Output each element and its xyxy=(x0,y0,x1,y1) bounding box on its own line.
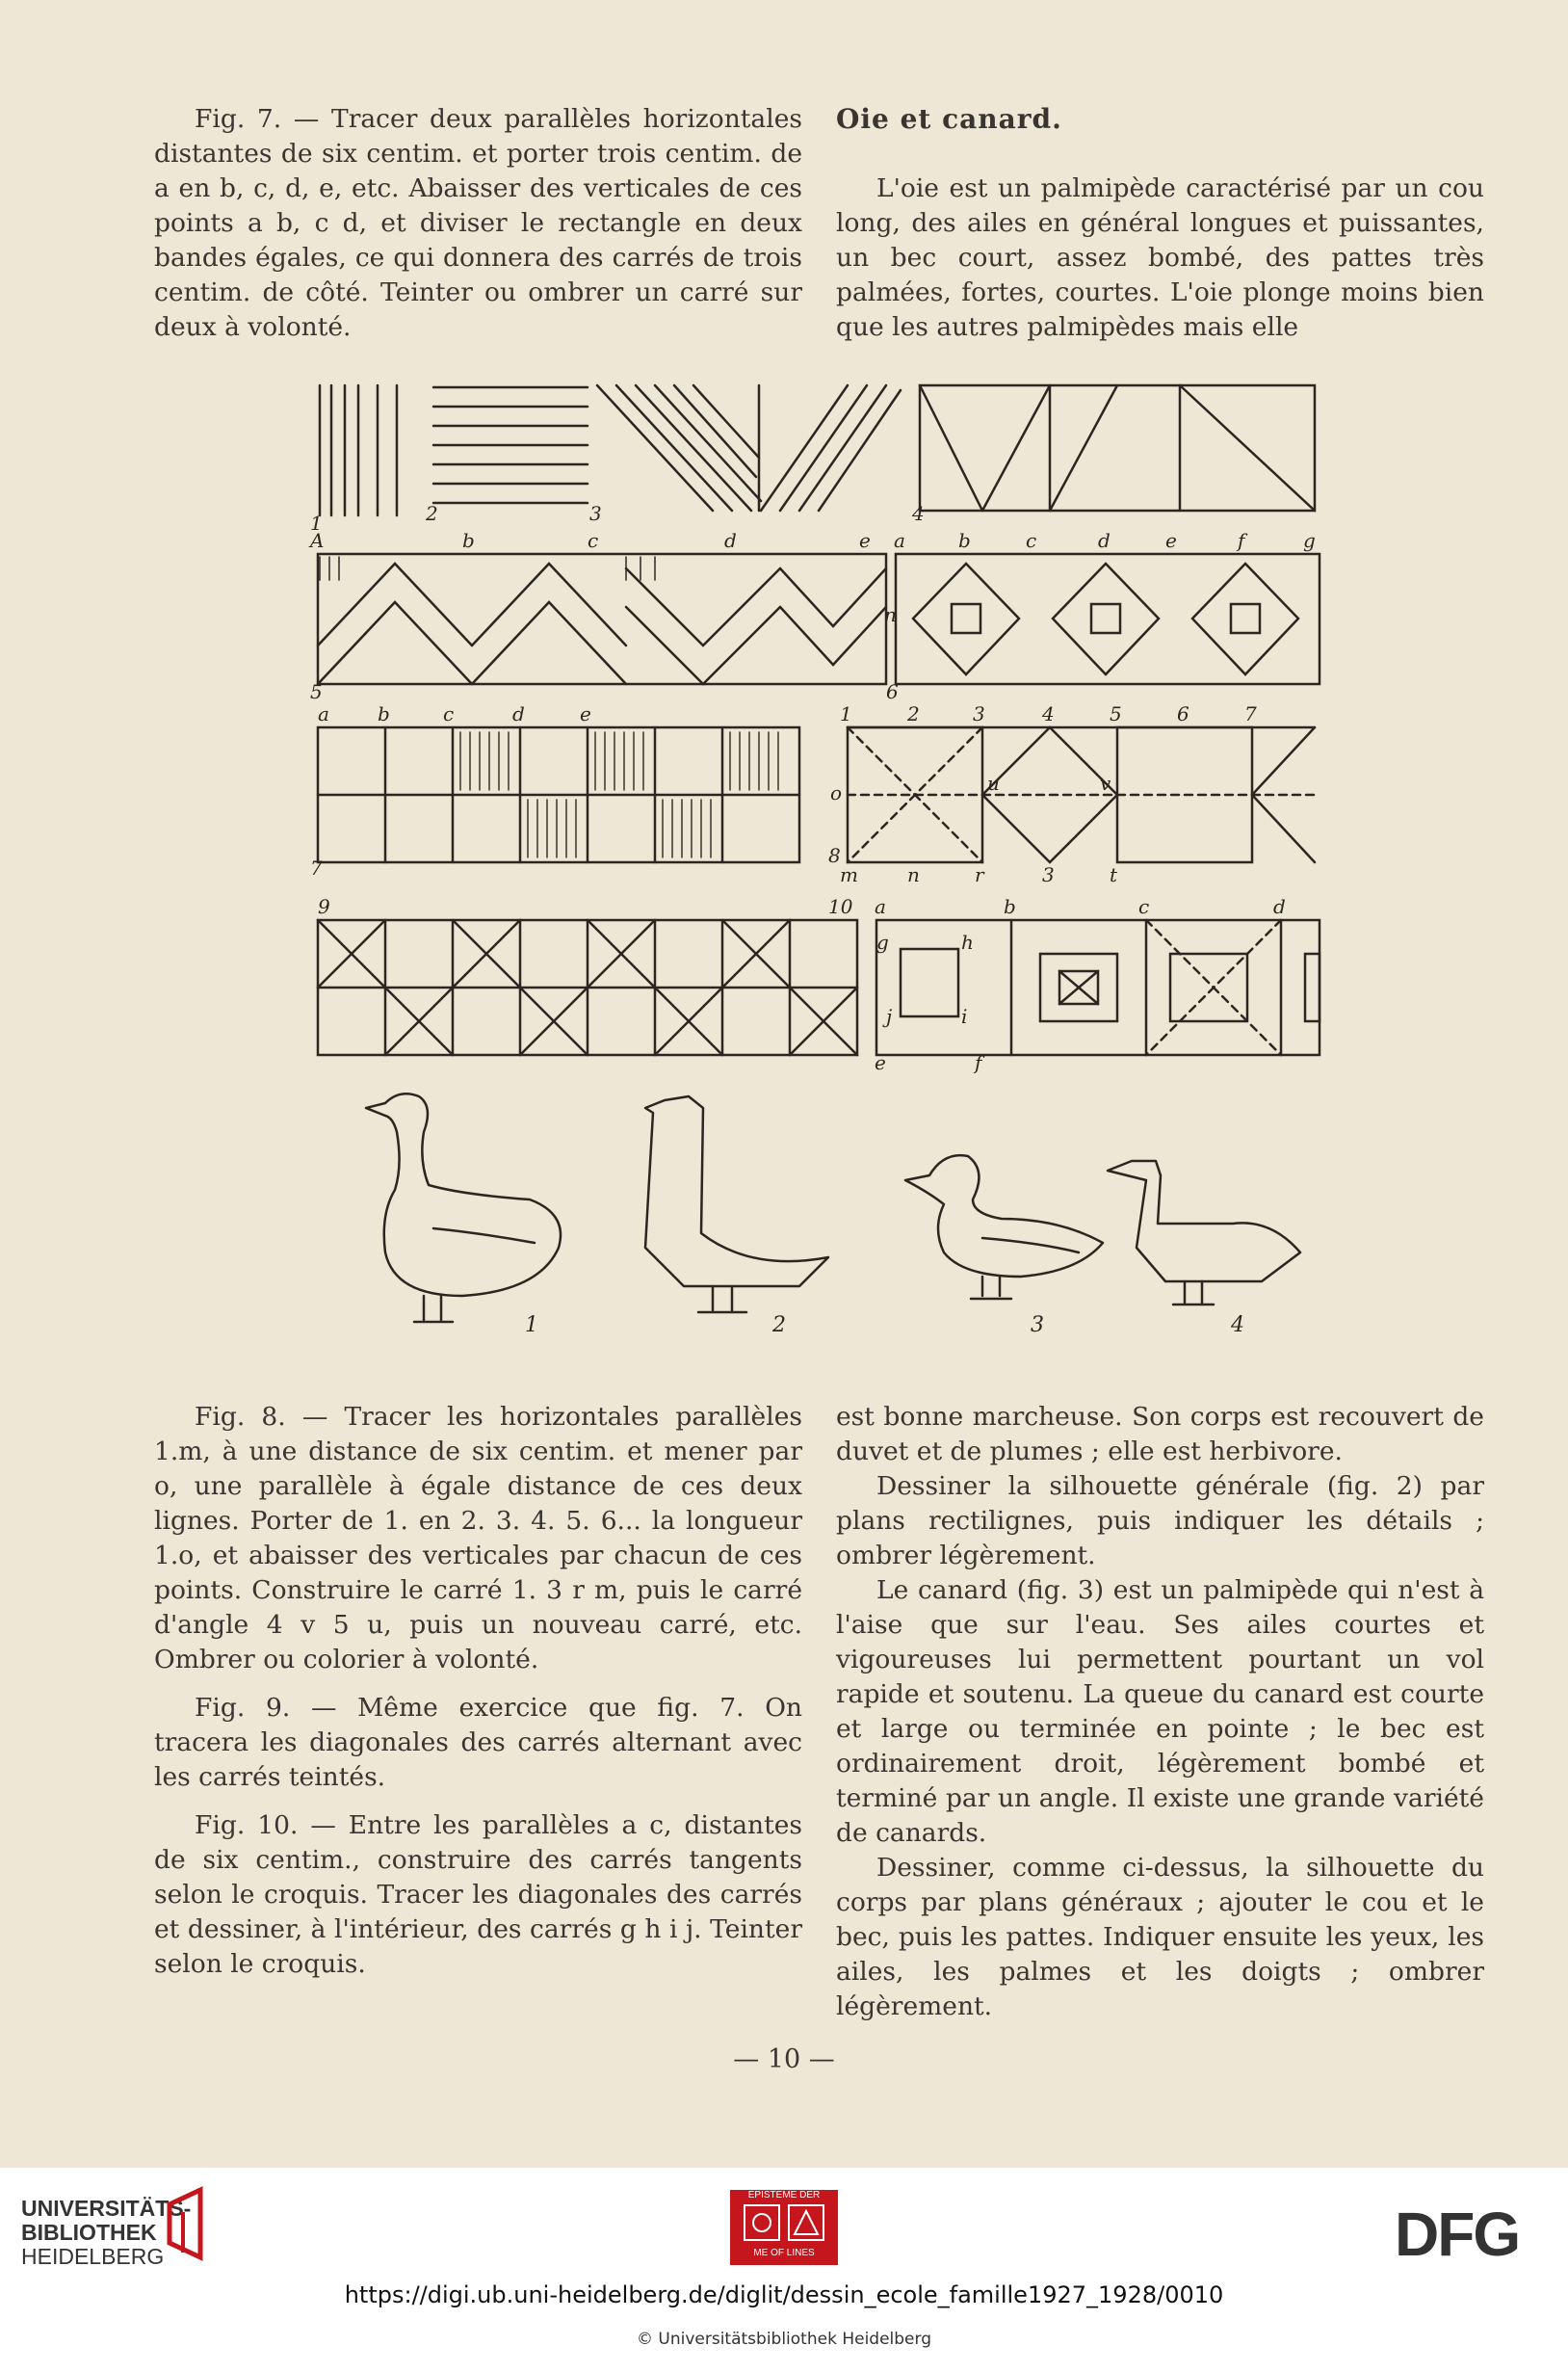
duck-silhouette xyxy=(1108,1161,1300,1337)
chevron-point-a: A xyxy=(310,529,325,552)
construction-point-n: n xyxy=(907,863,920,886)
construction-point-3: 3 xyxy=(973,702,985,725)
diamond-point-d: d xyxy=(1098,529,1111,552)
diamond-point-n: n xyxy=(884,603,897,626)
canard-paragraph: Le canard (fig. 3) est un palmipède qui n'est à l'aise que sur l'eau. Ses ailes courtes et vigoureuses lui permettent pourtant un vol rapide et soutenu. La queue du canard est courte et large ou terminée en pointe ; le bec est ordinairement droit, légèrement bombé et terminé par un angle. Il existe une grande variété de canards. xyxy=(836,1575,1484,1848)
construction-point-o: o xyxy=(830,781,843,804)
nested-point-e: e xyxy=(875,1051,886,1074)
chevron-point-c: c xyxy=(588,529,599,552)
fig9-paragraph: Fig. 9. — Même exercice que fig. 7. On tracera les diagonales des carrés alternant avec les carrés teintés. xyxy=(154,1693,802,1792)
chevron-hatching xyxy=(320,557,655,580)
library-name-line2: BIBLIOTHEK xyxy=(21,2220,157,2245)
duck-label-2: 2 xyxy=(772,1313,786,1337)
diamond-point-f: f xyxy=(1238,529,1245,552)
episteme-logo[interactable] xyxy=(730,2190,838,2265)
goose-silhouette xyxy=(645,1096,828,1337)
library-name-line1: UNIVERSITÄTS- xyxy=(21,2196,192,2221)
duck-label-4: 4 xyxy=(1231,1313,1244,1337)
chevron-lines xyxy=(318,564,886,684)
fig2-horizontals xyxy=(433,387,588,503)
construction-squares xyxy=(848,727,1315,862)
section-heading: Oie et canard. xyxy=(836,103,1062,135)
episteme-emblem-icon xyxy=(741,2201,827,2244)
construction-point-5: 5 xyxy=(1110,702,1122,725)
duck-label-3: 3 xyxy=(1031,1313,1044,1337)
nested-point-i: i xyxy=(961,1005,968,1028)
fig-label-9: 9 xyxy=(318,895,330,918)
fig-label-1: 1 xyxy=(310,512,323,535)
episteme-logo-top: EPISTEME DER xyxy=(747,2190,821,2201)
diamonds xyxy=(913,564,1298,674)
checker-point-b: b xyxy=(378,702,390,725)
fig-label-7: 7 xyxy=(310,857,323,880)
nested-point-a: a xyxy=(875,895,886,918)
goose-continued-paragraph: est bonne marcheuse. Son corps est recouvert de duvet et de plumes ; elle est herbivore. xyxy=(836,1402,1484,1466)
fig-label-4: 4 xyxy=(912,502,925,525)
fig-label-6: 6 xyxy=(886,680,899,703)
oie-intro-paragraph: L'oie est un palmipède caractérisé par un cou long, des ailes en général longues et puissantes, un bec court, assez bombé, des pattes très palmées, fortes, courtes. L'oie plonge moins bien que les autres palmipèdes mais elle xyxy=(836,173,1484,342)
dfg-logo[interactable]: DFG xyxy=(1395,2200,1520,2269)
fig4-triangles xyxy=(920,385,1315,511)
diamond-point-g: g xyxy=(1303,529,1316,552)
permalink-url[interactable]: https://digi.ub.uni-heidelberg.de/diglit/dessin_ecole_famille1927_1928/0010 xyxy=(344,2281,1224,2308)
diamond-point-a: a xyxy=(894,529,905,552)
episteme-logo-bottom: ME OF LINES xyxy=(753,2248,815,2258)
nested-point-f: f xyxy=(975,1051,982,1074)
checker-point-d: d xyxy=(512,702,525,725)
fig-label-3: 3 xyxy=(589,502,602,525)
fig7-paragraph: Fig. 7. — Tracer deux parallèles horizontales distantes de six centim. et porter trois centim. de a en b, c, d, e, etc. Abaisser des verticales de ces points a b, c d, et diviser le rectangle en deux bandes égales, ce qui donnera des carrés de trois centim. de côté. Teinter ou ombrer un carré sur deux à volonté. xyxy=(154,104,802,342)
goose-drawing-paragraph: Dessiner la silhouette générale (fig. 2) par plans rectilignes, puis indiquer les détails ; ombrer légèrement. xyxy=(836,1471,1484,1570)
library-mark-icon xyxy=(162,2185,220,2262)
text-column-bottom-left xyxy=(154,1400,802,1982)
construction-point-u: u xyxy=(987,772,1000,795)
text-column-bottom-right xyxy=(836,1400,1484,2024)
goose-duck-drawings xyxy=(347,1079,1329,1368)
construction-point-2: 2 xyxy=(907,702,920,725)
duck-drawing xyxy=(905,1155,1103,1337)
text-column-top-right xyxy=(836,102,1484,345)
construction-point-3b: 3 xyxy=(1042,863,1055,886)
nested-point-j: j xyxy=(886,1005,893,1028)
fig8-paragraph: Fig. 8. — Tracer les horizontales parallèles 1.m, à une distance de six centim. et mener par o, une parallèle à égale distance de ces deux lignes. Porter de 1. en 2. 3. 4. 5. 6... la longueur 1.o, et abaisser des verticales par chacun de ces points. Construire le carré 1. 3 r m, puis le carré d'angle 4 v 5 u, puis un nouveau carré, etc. Ombrer ou colorier à volonté. xyxy=(154,1402,802,1674)
construction-point-v: v xyxy=(1100,772,1111,795)
construction-point-m: m xyxy=(840,863,858,886)
fig-label-5: 5 xyxy=(310,680,323,703)
copyright-notice: © Universitätsbibliothek Heidelberg xyxy=(636,2330,931,2349)
checker-point-e: e xyxy=(580,702,591,725)
nested-point-b: b xyxy=(1004,895,1016,918)
checker-point-a: a xyxy=(318,702,329,725)
construction-point-6: 6 xyxy=(1177,702,1189,725)
chevron-point-d: d xyxy=(724,529,737,552)
checkerboard xyxy=(318,727,799,862)
goose-drawing xyxy=(366,1094,561,1337)
chevron-point-b: b xyxy=(462,529,475,552)
geometric-figures xyxy=(308,366,1329,1074)
construction-point-4: 4 xyxy=(1042,702,1055,725)
diamond-point-e: e xyxy=(1165,529,1177,552)
nested-point-c: c xyxy=(1138,895,1150,918)
library-name-line3: HEIDELBERG xyxy=(21,2244,165,2269)
nested-squares xyxy=(876,920,1320,1055)
duck-drawing-paragraph: Dessiner, comme ci-dessus, la silhouette du corps par plans généraux ; ajouter le cou et le bec, puis les pattes. Indiquer ensuite les yeux, les ailes, les palmes et les doigts ; ombrer légèrement. xyxy=(836,1853,1484,2021)
checker-point-c: c xyxy=(443,702,455,725)
fig3-diagonals xyxy=(597,385,901,511)
construction-point-t: t xyxy=(1110,863,1118,886)
duck-label-1: 1 xyxy=(525,1313,538,1337)
fig-label-10: 10 xyxy=(828,895,853,918)
nested-point-g: g xyxy=(876,931,889,954)
fig1-verticals xyxy=(320,385,397,515)
nested-point-d: d xyxy=(1273,895,1286,918)
diamond-point-c: c xyxy=(1026,529,1037,552)
cross-squares xyxy=(318,920,857,1055)
fig-label-8: 8 xyxy=(828,844,841,867)
construction-point-1: 1 xyxy=(840,702,852,725)
fig10-paragraph: Fig. 10. — Entre les parallèles a c, distantes de six centim., construire des carrés tangents selon le croquis. Tracer les diagonales des carrés et dessiner, à l'intérieur, des carrés g h i j. Teinter selon le croquis. xyxy=(154,1810,802,1979)
construction-point-7: 7 xyxy=(1244,702,1257,725)
diamond-point-b: b xyxy=(958,529,971,552)
nested-point-h: h xyxy=(961,931,974,954)
text-column-top-left xyxy=(154,102,802,345)
chevron-point-e: e xyxy=(859,529,871,552)
page-number: — 10 — xyxy=(733,2044,835,2074)
construction-point-r: r xyxy=(975,863,984,886)
fig-label-2: 2 xyxy=(426,502,438,525)
